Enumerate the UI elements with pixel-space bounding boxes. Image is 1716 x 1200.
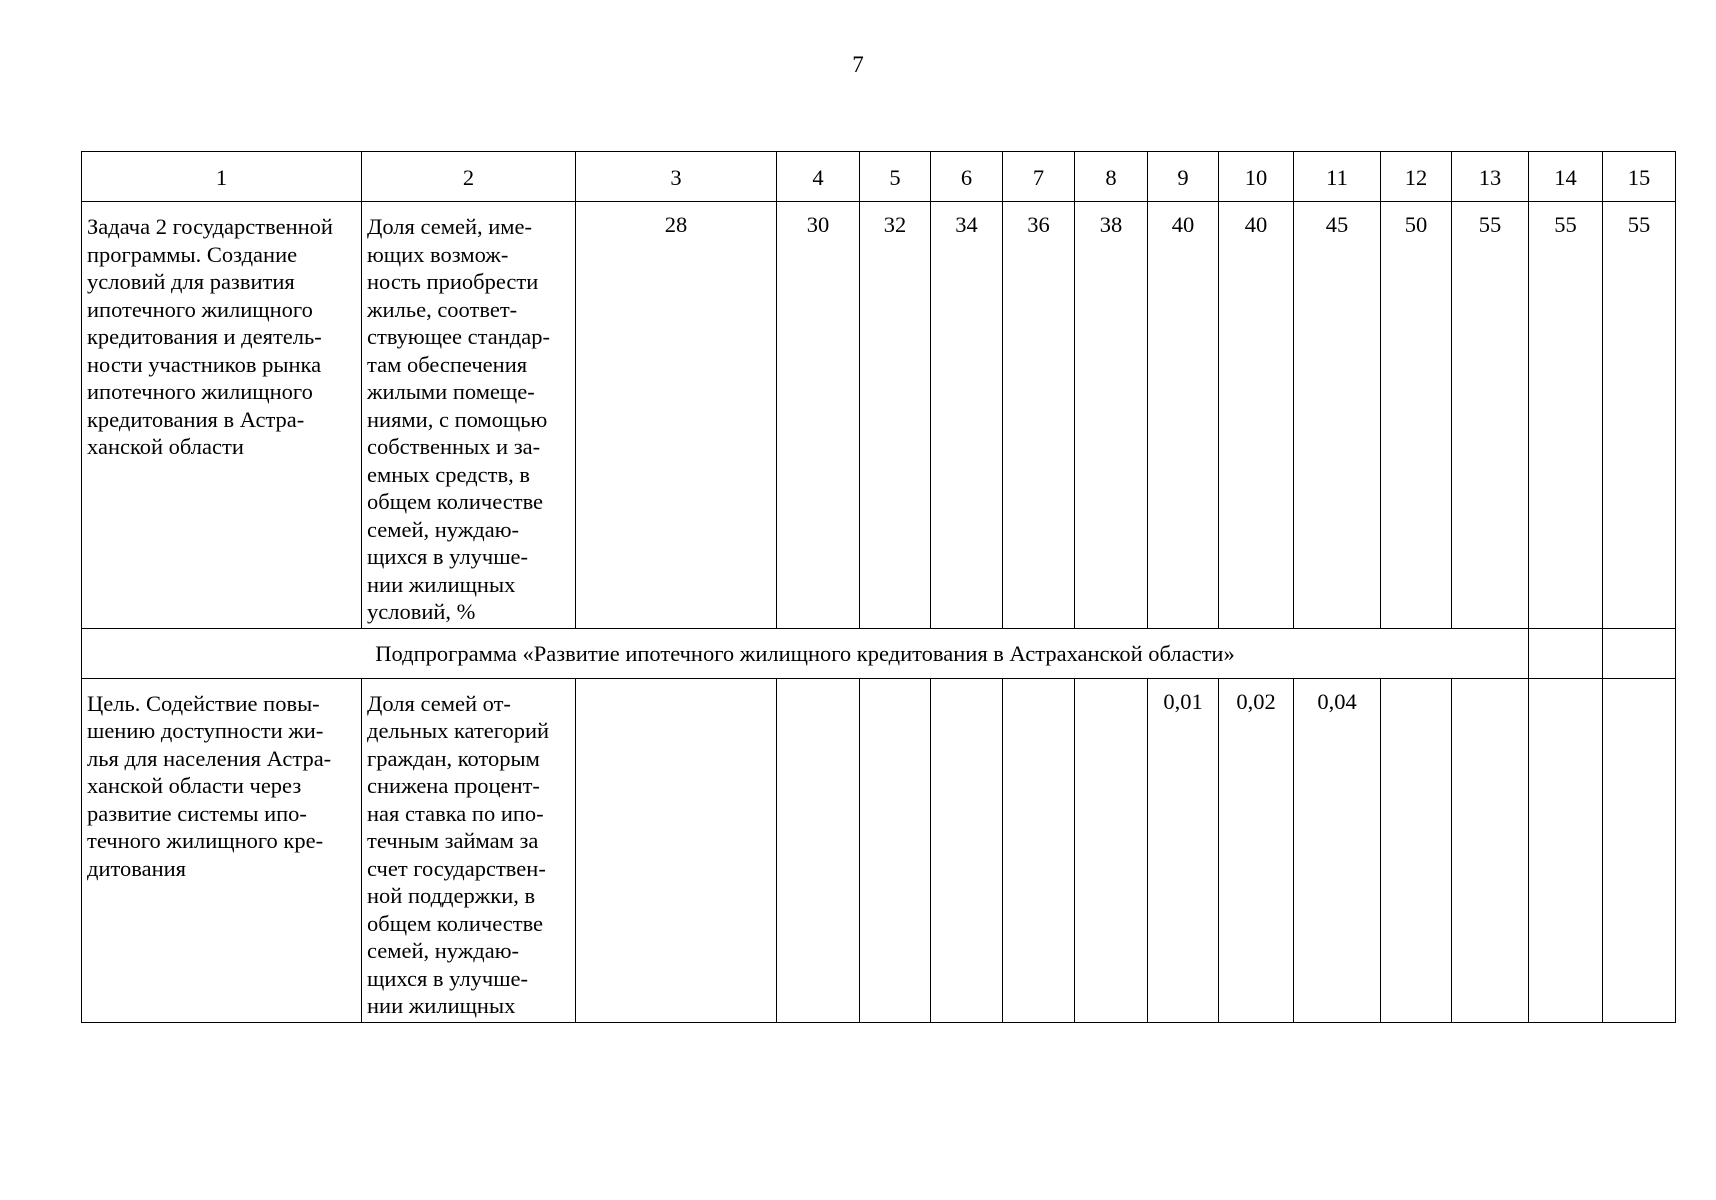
text-line: емных средств, в — [367, 461, 530, 487]
text-line: лья для населения Астра- — [87, 745, 332, 771]
text-line: дитования — [87, 855, 187, 881]
value-cell — [1603, 678, 1676, 1022]
text-line: кредитования и деятель- — [87, 324, 322, 349]
text-line: ханской области через — [87, 773, 302, 798]
text-line: дельных категорий — [367, 718, 550, 743]
header-row — [82, 152, 1676, 202]
value-cell: 55 — [1529, 202, 1603, 629]
indicator-cell — [362, 202, 576, 629]
value-cell: 40 — [1148, 202, 1219, 629]
page-number: 7 — [852, 52, 864, 77]
value-cell: 34 — [931, 202, 1003, 629]
text-line: ющих возмож- — [367, 241, 509, 267]
header-cell: 2 — [362, 152, 576, 202]
value-cell — [1452, 678, 1529, 1022]
text-line: ханской области — [87, 434, 244, 459]
text-line: нии жилищных — [367, 993, 516, 1018]
header-cell: 4 — [777, 152, 860, 202]
value-cell: 45 — [1294, 202, 1381, 629]
text-line: нии жилищных — [367, 571, 516, 597]
header-cell: 7 — [1003, 152, 1075, 202]
value-cell: 0,01 — [1148, 678, 1219, 1022]
text-line: ность приобрести — [367, 269, 539, 294]
header-cell: 6 — [931, 152, 1003, 202]
goal-cell — [82, 678, 362, 1022]
text-line: шению доступности жи- — [87, 718, 324, 743]
text-line: собственных и за- — [367, 434, 541, 459]
text-line: условий для развития — [87, 269, 295, 294]
text-line: ности участников рынка — [87, 351, 322, 377]
text-line: семей, нуждаю- — [367, 516, 520, 542]
header-cell: 8 — [1075, 152, 1148, 202]
text-line: течным займам за — [367, 828, 539, 853]
value-cell: 32 — [860, 202, 931, 629]
value-cell: 55 — [1603, 202, 1676, 629]
text-line: программы. Создание — [87, 241, 298, 267]
value-cell — [931, 678, 1003, 1022]
value-cell — [1381, 678, 1452, 1022]
subprogram-title: Подпрограмма «Развитие ипотечного жилищного кредитования в Астраханской области» — [82, 628, 1529, 678]
value-cell: 30 — [777, 202, 860, 629]
header-cell: 15 — [1603, 152, 1676, 202]
value-cell: 50 — [1381, 202, 1452, 629]
value-cell: 40 — [1219, 202, 1294, 629]
value-cell — [860, 678, 931, 1022]
text-line: жилье, соответ- — [367, 296, 518, 322]
table-cell — [1529, 628, 1603, 678]
text-line: граждан, которым — [367, 745, 540, 771]
table-row — [82, 202, 1676, 629]
value-cell: 38 — [1075, 202, 1148, 629]
text-line: ной поддержки, в — [367, 883, 536, 908]
table-row — [82, 678, 1676, 1022]
indicator-cell — [362, 678, 576, 1022]
text-line: Доля семей, име- — [367, 214, 533, 239]
text-line: Доля семей от- — [367, 690, 511, 716]
header-cell: 14 — [1529, 152, 1603, 202]
text-line: Цель. Содействие повы- — [87, 690, 320, 716]
text-line: ипотечного жилищного — [87, 379, 313, 404]
text-line: ная ставка по ипо- — [367, 800, 544, 826]
value-cell: 0,02 — [1219, 678, 1294, 1022]
text-line: семей, нуждаю- — [367, 938, 520, 963]
header-cell: 9 — [1148, 152, 1219, 202]
header-cell: 5 — [860, 152, 931, 202]
value-cell — [1003, 678, 1075, 1022]
value-cell: 28 — [576, 202, 777, 629]
text-line: снижена процент- — [367, 773, 540, 798]
text-line: щихся в улучше- — [367, 544, 529, 569]
header-cell: 3 — [576, 152, 777, 202]
text-line: общем количестве — [367, 489, 544, 514]
text-line: ипотечного жилищного — [87, 296, 313, 322]
text-line: течного жилищного кре- — [87, 828, 324, 853]
text-line: общем количестве — [367, 910, 544, 936]
value-cell — [576, 678, 777, 1022]
text-line: счет государствен- — [367, 855, 546, 881]
value-cell: 55 — [1452, 202, 1529, 629]
text-line: жилыми помеще- — [367, 379, 535, 404]
task-cell — [82, 202, 362, 629]
value-cell — [777, 678, 860, 1022]
value-cell: 36 — [1003, 202, 1075, 629]
text-line: кредитования в Астра- — [87, 406, 305, 432]
header-cell: 1 — [82, 152, 362, 202]
value-cell — [1075, 678, 1148, 1022]
subprogram-row — [82, 628, 1676, 678]
text-line: Задача 2 государственной — [87, 214, 333, 239]
table-cell — [1603, 628, 1676, 678]
value-cell: 0,04 — [1294, 678, 1381, 1022]
header-cell: 12 — [1381, 152, 1452, 202]
text-line: там обеспечения — [367, 351, 528, 377]
text-line: условий, % — [367, 599, 476, 624]
text-line: развитие системы ипо- — [87, 800, 307, 826]
value-cell — [1529, 678, 1603, 1022]
text-line: ствующее стандар- — [367, 324, 550, 349]
text-line: ниями, с помощью — [367, 406, 548, 432]
indicators-table — [81, 151, 1676, 1023]
text-line: щихся в улучше- — [367, 965, 529, 991]
header-cell: 11 — [1294, 152, 1381, 202]
header-cell: 10 — [1219, 152, 1294, 202]
header-cell: 13 — [1452, 152, 1529, 202]
